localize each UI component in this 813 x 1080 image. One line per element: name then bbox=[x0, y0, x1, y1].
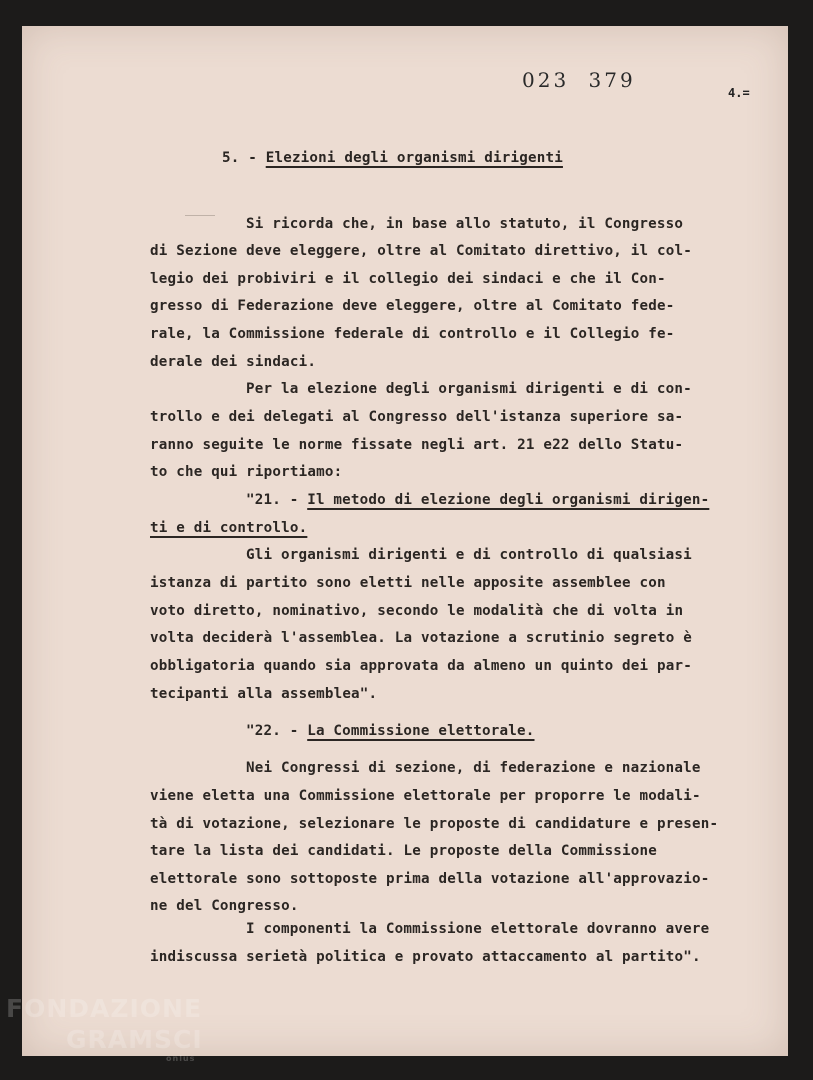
para4-line: Nei Congressi di sezione, di federazione e nazionale bbox=[246, 760, 701, 776]
para1-line: legio dei probiviri e il collegio dei sindaci e che il Con- bbox=[150, 271, 666, 287]
para3-line: Gli organismi dirigenti e di controllo di qualsiasi bbox=[246, 547, 692, 563]
fondazione-gramsci-watermark bbox=[6, 994, 203, 1063]
para4-line: viene eletta una Commissione elettorale per proporre le modali- bbox=[150, 788, 701, 804]
watermark-line2: GRAMSCI bbox=[66, 1025, 203, 1054]
para3-line: istanza di partito sono eletti nelle apposite assemblee con bbox=[150, 575, 666, 591]
para5-line: indiscussa serietà politica e provato attaccamento al partito". bbox=[150, 949, 701, 965]
watermark-line1: FONDAZIONE bbox=[6, 994, 203, 1023]
para4-line: ne del Congresso. bbox=[150, 898, 299, 914]
archive-number: 023 379 bbox=[522, 68, 636, 92]
art22-title: La Commissione elettorale. bbox=[307, 723, 535, 739]
art21-heading bbox=[246, 492, 709, 508]
para2-line: trollo e dei delegati al Congresso dell'istanza superiore sa- bbox=[150, 409, 684, 425]
art21-title-cont: ti e di controllo. bbox=[150, 520, 308, 536]
para1-line: gresso di Federazione deve eleggere, oltre al Comitato fede- bbox=[150, 298, 675, 314]
para1-line: di Sezione deve eleggere, oltre al Comitato direttivo, il col- bbox=[150, 243, 692, 259]
watermark-line3: onlus bbox=[166, 1054, 196, 1063]
art22-heading bbox=[246, 723, 535, 739]
page-number: 4.= bbox=[728, 86, 750, 100]
heading-text: Elezioni degli organismi dirigenti bbox=[265, 150, 563, 166]
art21-prefix: "21. - bbox=[246, 492, 308, 508]
art22-prefix: "22. - bbox=[246, 723, 308, 739]
para4-line: tà di votazione, selezionare le proposte di candidature e presen- bbox=[150, 816, 719, 832]
para2-line: ranno seguite le norme fissate negli art. 21 e22 dello Statu- bbox=[150, 437, 684, 453]
para1-line: rale, la Commissione federale di controllo e il Collegio fe- bbox=[150, 326, 675, 342]
heading-number: 5. - bbox=[222, 150, 266, 166]
para4-line: elettorale sono sottoposte prima della votazione all'approvazio- bbox=[150, 871, 710, 887]
para4-line: tare la lista dei candidati. Le proposte della Commissione bbox=[150, 843, 658, 859]
para5-line: I componenti la Commissione elettorale dovranno avere bbox=[246, 921, 710, 937]
para1-line: derale dei sindaci. bbox=[150, 354, 317, 370]
art21-heading-cont bbox=[150, 520, 307, 536]
para3-line: voto diretto, nominativo, secondo le modalità che di volta in bbox=[150, 603, 684, 619]
art21-title: Il metodo di elezione degli organismi dirigen- bbox=[307, 492, 710, 508]
section-heading bbox=[222, 150, 563, 166]
document-page bbox=[22, 26, 788, 1056]
para2-line: Per la elezione degli organismi dirigenti e di con- bbox=[246, 381, 692, 397]
para2-line: to che qui riportiamo: bbox=[150, 464, 343, 480]
para1-line: Si ricorda che, in base allo statuto, il Congresso bbox=[246, 216, 684, 232]
para3-line: obbligatoria quando sia approvata da almeno un quinto dei par- bbox=[150, 658, 692, 674]
pencil-mark bbox=[185, 215, 215, 216]
para3-line: tecipanti alla assemblea". bbox=[150, 686, 378, 702]
para3-line: volta deciderà l'assemblea. La votazione a scrutinio segreto è bbox=[150, 630, 692, 646]
